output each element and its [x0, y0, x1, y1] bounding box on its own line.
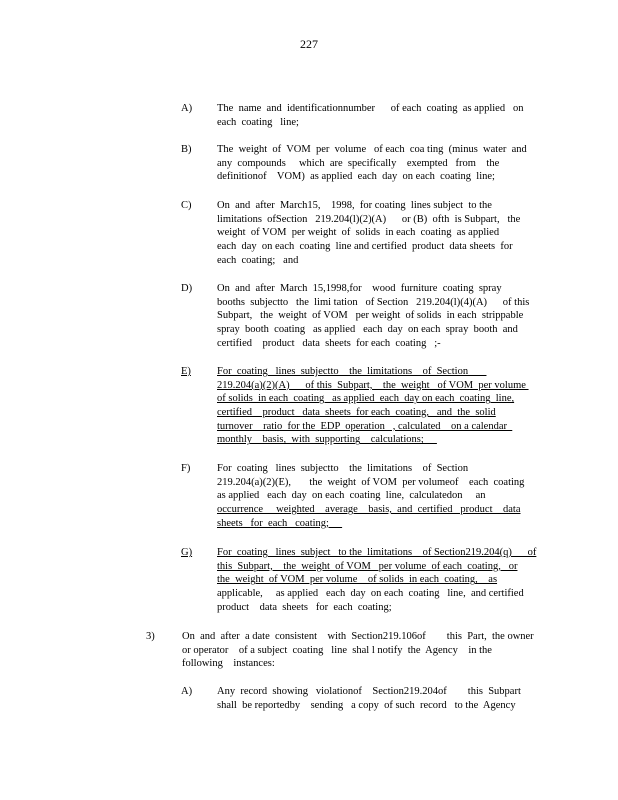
text-line: The weight of VOM per volume of each coa ting (minus water and — [217, 144, 527, 155]
text-line: this Subpart, the weight of VOM per volume of each coating, or — [217, 560, 518, 572]
item-text — [217, 199, 539, 267]
text-line: 219.204(a)(2)(E), the weight of VOM per volumeof each coating — [217, 476, 525, 488]
text-line: sheets for each coating; — [217, 517, 343, 529]
item-text — [182, 630, 542, 671]
text-line: any compounds which are specifically exempted from the — [217, 157, 500, 169]
text-line: each day on each coating line and certified product data sheets for — [217, 241, 513, 253]
text-line: spray booth coating as applied each day on each spray booth and — [217, 324, 518, 336]
text-line: On and after March15, 1998, for coating lines subject to the — [217, 200, 492, 211]
item-text — [217, 685, 539, 712]
item-label: E) — [181, 366, 191, 377]
text-line: Any record showing violationof Section219.204of this Subpart — [217, 686, 521, 697]
text-line: shall be reportedby sending a copy of such record to the Agency — [217, 699, 516, 711]
text-line: monthly basis, with supporting calculations; — [217, 434, 437, 446]
text-line: definitionof VOM) as applied each day on each coating line; — [217, 171, 495, 183]
item-label: F) — [181, 463, 191, 474]
text-line: limitations ofSection 219.204(l)(2)(A) or (B) ofth is Subpart, the — [217, 213, 521, 225]
item-text — [217, 143, 539, 184]
item-text — [217, 102, 539, 129]
text-line: product data sheets for each coating; — [217, 601, 392, 613]
text-line: For coating lines subject to the limitations of Section219.204(q) of — [217, 547, 537, 558]
item-label: G) — [181, 547, 193, 558]
text-line: On and after a date consistent with Section219.106of this Part, the owner — [182, 631, 534, 642]
text-line: occurrence weighted average basis, and certified product data — [217, 504, 521, 516]
page-number: 227 — [300, 37, 318, 51]
text-line: On and after March 15,1998,for wood furniture coating spray — [217, 283, 502, 294]
item-label: B) — [181, 144, 192, 155]
item-text — [217, 365, 539, 447]
text-line: turnover ratio for the EDP operation , calculated on a calendar — [217, 420, 513, 432]
text-line: as applied each day on each coating line, calculatedon an — [217, 490, 486, 502]
item-label: 3) — [146, 631, 155, 642]
item-label: C) — [181, 200, 192, 211]
item-text — [217, 462, 539, 530]
text-line: weight of VOM per weight of solids in each coating as applied — [217, 227, 500, 239]
text-line: or operator of a subject coating line shal l notify the Agency in the — [182, 644, 492, 656]
text-line: the weight of VOM per volume of solids in each coating, as — [217, 574, 498, 586]
text-line: The name and identificationnumber of each coating as applied on — [217, 103, 524, 114]
text-line: following instances: — [182, 658, 275, 670]
text-line: each coating; and — [217, 254, 299, 266]
text-line: of solids in each coating as applied each day on each coating line, — [217, 393, 515, 405]
text-line: certified product data sheets for each coating ;- — [217, 337, 441, 349]
item-label: A) — [181, 103, 193, 114]
item-label: A) — [181, 686, 193, 697]
text-line: For coating lines subjectto the limitations of Section — [217, 463, 469, 474]
item-text — [217, 546, 539, 614]
text-line: each coating line; — [217, 116, 299, 128]
text-line: Subpart, the weight of VOM per weight of solids in each strippable — [217, 310, 524, 322]
text-line: applicable, as applied each day on each coating line, and certified — [217, 588, 524, 600]
text-line: 219.204(a)(2)(A) of this Subpart, the weight of VOM per volume — [217, 379, 529, 391]
text-line: For coating lines subjectto the limitations of Section — [217, 366, 487, 377]
item-text — [217, 282, 539, 350]
text-line: booths subjectto the limi tation of Section 219.204(l)(4)(A) of this — [217, 296, 530, 308]
item-label: D) — [181, 283, 193, 294]
text-line: certified product data sheets for each coating, and the solid — [217, 407, 496, 419]
